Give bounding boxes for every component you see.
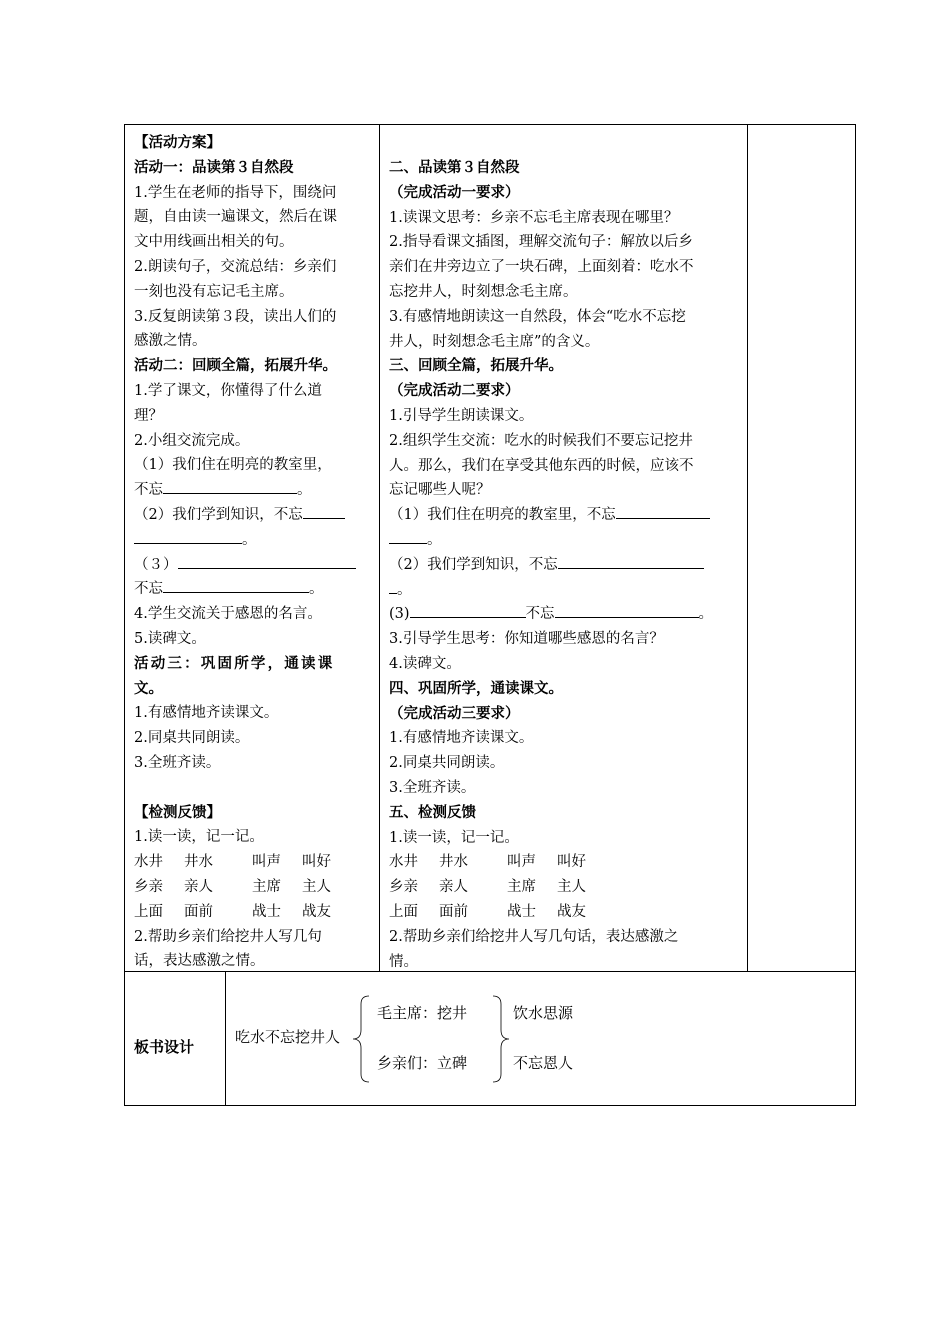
column-divider-1 [379,125,380,971]
text-line: 1.读一读，记一记。 [389,829,519,846]
answer-blank [410,602,526,618]
word-item: 主人 [557,879,586,896]
text-line: 情。 [389,953,418,970]
text-fragment: 不忘 [134,482,163,499]
word-item: 乡亲 [389,879,418,896]
fill-blank-line [389,503,741,528]
fill-blank-line [389,528,741,553]
text-line: 3.全班齐读。 [134,754,221,771]
word-row [389,875,741,900]
word-item: 水井 [134,854,163,871]
text-line: 2.小组交流完成。 [134,432,250,449]
section-4-title: 四、巩固所学，通读课文。 [389,679,563,697]
text-line: 忘挖井人，时刻想念毛主席。 [389,283,578,300]
word-grid [389,850,741,924]
board-label-divider [225,971,226,1105]
word-row [134,875,374,900]
text-line: 1.读一读，记一记。 [134,829,264,846]
word-item: 面前 [439,903,468,920]
word-item: 上面 [134,903,163,920]
column-divider-2 [747,125,748,971]
activity-1-title: 活动一：品读第３自然段 [134,158,294,176]
board-main-title: 吃水不忘挖井人 [235,1028,341,1046]
activity-2-title: 活动二：回顾全篇，拓展升华。 [134,357,337,375]
answer-blank [389,578,397,594]
text-line: 理？ [134,407,163,424]
text-fragment: 不忘 [525,606,555,623]
text-fragment: (3) [389,606,410,623]
answer-blank [616,503,710,519]
answer-blank [163,577,309,593]
word-item: 战士 [507,903,536,920]
text-line: 2.同桌共同朗读。 [134,730,250,747]
text-fragment: 不忘 [134,581,163,598]
text-line: 忘记哪些人呢？ [389,482,491,499]
fill-blank-line [134,528,374,553]
lesson-plan-table [124,124,856,1106]
word-item: 水井 [389,854,418,871]
section-5-title: 五、检测反馈 [389,803,476,821]
text-line: 4.学生交流关于感恩的名言。 [134,606,322,623]
activity-plan-heading: 【活动方案】 [134,134,221,151]
word-row [389,900,741,925]
fill-blank-line [134,553,374,578]
activity-3-title: 活动三：巩固所学，通读课 [134,654,335,672]
text-line: 3.引导学生思考：你知道哪些感恩的名言？ [389,631,664,648]
fill-blank-line [134,503,374,528]
text-fragment: 。 [242,531,257,548]
text-line: 5.读碑文。 [134,630,206,647]
feedback-heading: 【检测反馈】 [134,803,221,821]
fill-blank-line [389,602,741,627]
word-item: 亲人 [439,879,468,896]
answer-blank [558,553,704,569]
board-top-branch: 毛主席：挖井 [377,1004,468,1022]
word-row [134,900,374,925]
fill-blank-line [134,577,374,602]
word-grid [134,850,374,924]
text-line: 2.组织学生交流：吃水的时候我们不要忘记挖井 [389,432,693,449]
text-fragment: 。 [297,482,312,499]
section-3-requirement: （完成活动二要求） [389,382,520,400]
text-line: 1.学了课文，你懂得了什么道 [134,382,322,399]
activity-plan-column [134,131,374,974]
word-item: 上面 [389,903,418,920]
text-line: 题，自由读一遍课文，然后在课 [134,209,337,226]
word-item: 主人 [302,878,331,895]
left-brace-icon [351,994,371,1084]
text-line: 1.有感情地齐读课文。 [134,705,279,722]
text-fragment: 。 [397,581,412,598]
text-fragment: （３） [134,556,178,573]
text-line: 3.全班齐读。 [389,779,476,796]
answer-blank [134,528,242,544]
section-3-title: 三、回顾全篇，拓展升华。 [389,357,563,375]
text-line: 亲们在井旁边立了一块石碑，上面刻着：吃水不 [389,259,694,276]
word-row [134,850,374,875]
word-item: 井水 [439,854,468,871]
word-item: 战士 [252,903,281,920]
board-design-label: 板书设计 [134,1038,195,1056]
activity-3-title-cont: 文。 [134,679,163,697]
text-fragment: （2）我们学到知识，不忘 [134,506,303,523]
text-line: 人。那么，我们在享受其他东西的时候，应该不 [389,457,694,474]
text-fragment: （1）我们住在明亮的教室里，不忘 [389,507,616,524]
section-2-title: 二、品读第３自然段 [389,159,520,176]
text-line: 3.有感情地朗读这一自然段，体会“吃水不忘挖 [389,308,686,325]
text-line: 1.有感情地齐读课文。 [389,730,534,747]
word-item: 主席 [252,878,281,895]
text-line: 一刻也没有忘记毛主席。 [134,283,294,300]
board-bottom-branch: 乡亲们：立碑 [377,1054,468,1072]
fill-blank-line [389,578,741,603]
text-line: 文中用线画出相关的句。 [134,234,294,251]
text-line: 4.读碑文。 [389,655,461,672]
text-line: （1）我们住在明亮的教室里， [134,457,332,474]
answer-blank [555,602,699,618]
text-line: 1.引导学生朗读课文。 [389,407,534,424]
word-item: 乡亲 [134,878,163,895]
text-line: 2.帮助乡亲们给挖井人写几句话，表达感激之 [389,928,679,945]
section-2-requirement: （完成活动一要求） [389,183,520,201]
text-line: 2.帮助乡亲们给挖井人写几句 [134,928,322,945]
fill-blank-line [134,478,374,503]
text-line: 2.同桌共同朗读。 [389,755,505,772]
spacer [134,776,374,801]
word-item: 面前 [184,903,213,920]
text-line: 1.读课文思考：乡亲不忘毛主席表现在哪里？ [389,209,679,226]
answer-blank [163,478,297,494]
right-brace-icon [491,994,511,1084]
board-right-top: 饮水思源 [513,1004,574,1022]
word-item: 亲人 [184,878,213,895]
word-item: 叫声 [507,854,536,871]
word-row [389,850,741,875]
text-line: 感激之情。 [134,333,207,350]
fill-blank-line [389,553,741,578]
answer-blank [389,528,427,544]
text-line: 井人，时刻想念毛主席”的含义。 [389,333,600,350]
text-line: 1.学生在老师的指导下，围绕问 [134,184,337,201]
section-4-requirement: （完成活动三要求） [389,704,520,722]
word-item: 主席 [507,879,536,896]
text-fragment: 。 [309,581,324,598]
word-item: 叫好 [557,854,586,871]
text-line: 话，表达感激之情。 [134,953,265,970]
word-item: 战友 [302,903,331,920]
answer-blank [178,553,356,569]
answer-blank [303,503,345,519]
text-line: 2.朗读句子，交流总结：乡亲们 [134,258,337,275]
word-item: 战友 [557,903,586,920]
teaching-process-column [389,156,741,974]
text-line: 3.反复朗读第３段，读出人们的 [134,308,337,325]
word-item: 叫好 [302,854,331,871]
text-fragment: （2）我们学到知识，不忘 [389,556,558,573]
board-right-bottom: 不忘恩人 [513,1054,574,1072]
text-fragment: 。 [698,606,714,623]
word-item: 叫声 [252,854,281,871]
text-line: 2.指导看课文插图，理解交流句子：解放以后乡 [389,234,693,251]
word-item: 井水 [184,854,213,871]
text-fragment: 。 [427,531,442,548]
